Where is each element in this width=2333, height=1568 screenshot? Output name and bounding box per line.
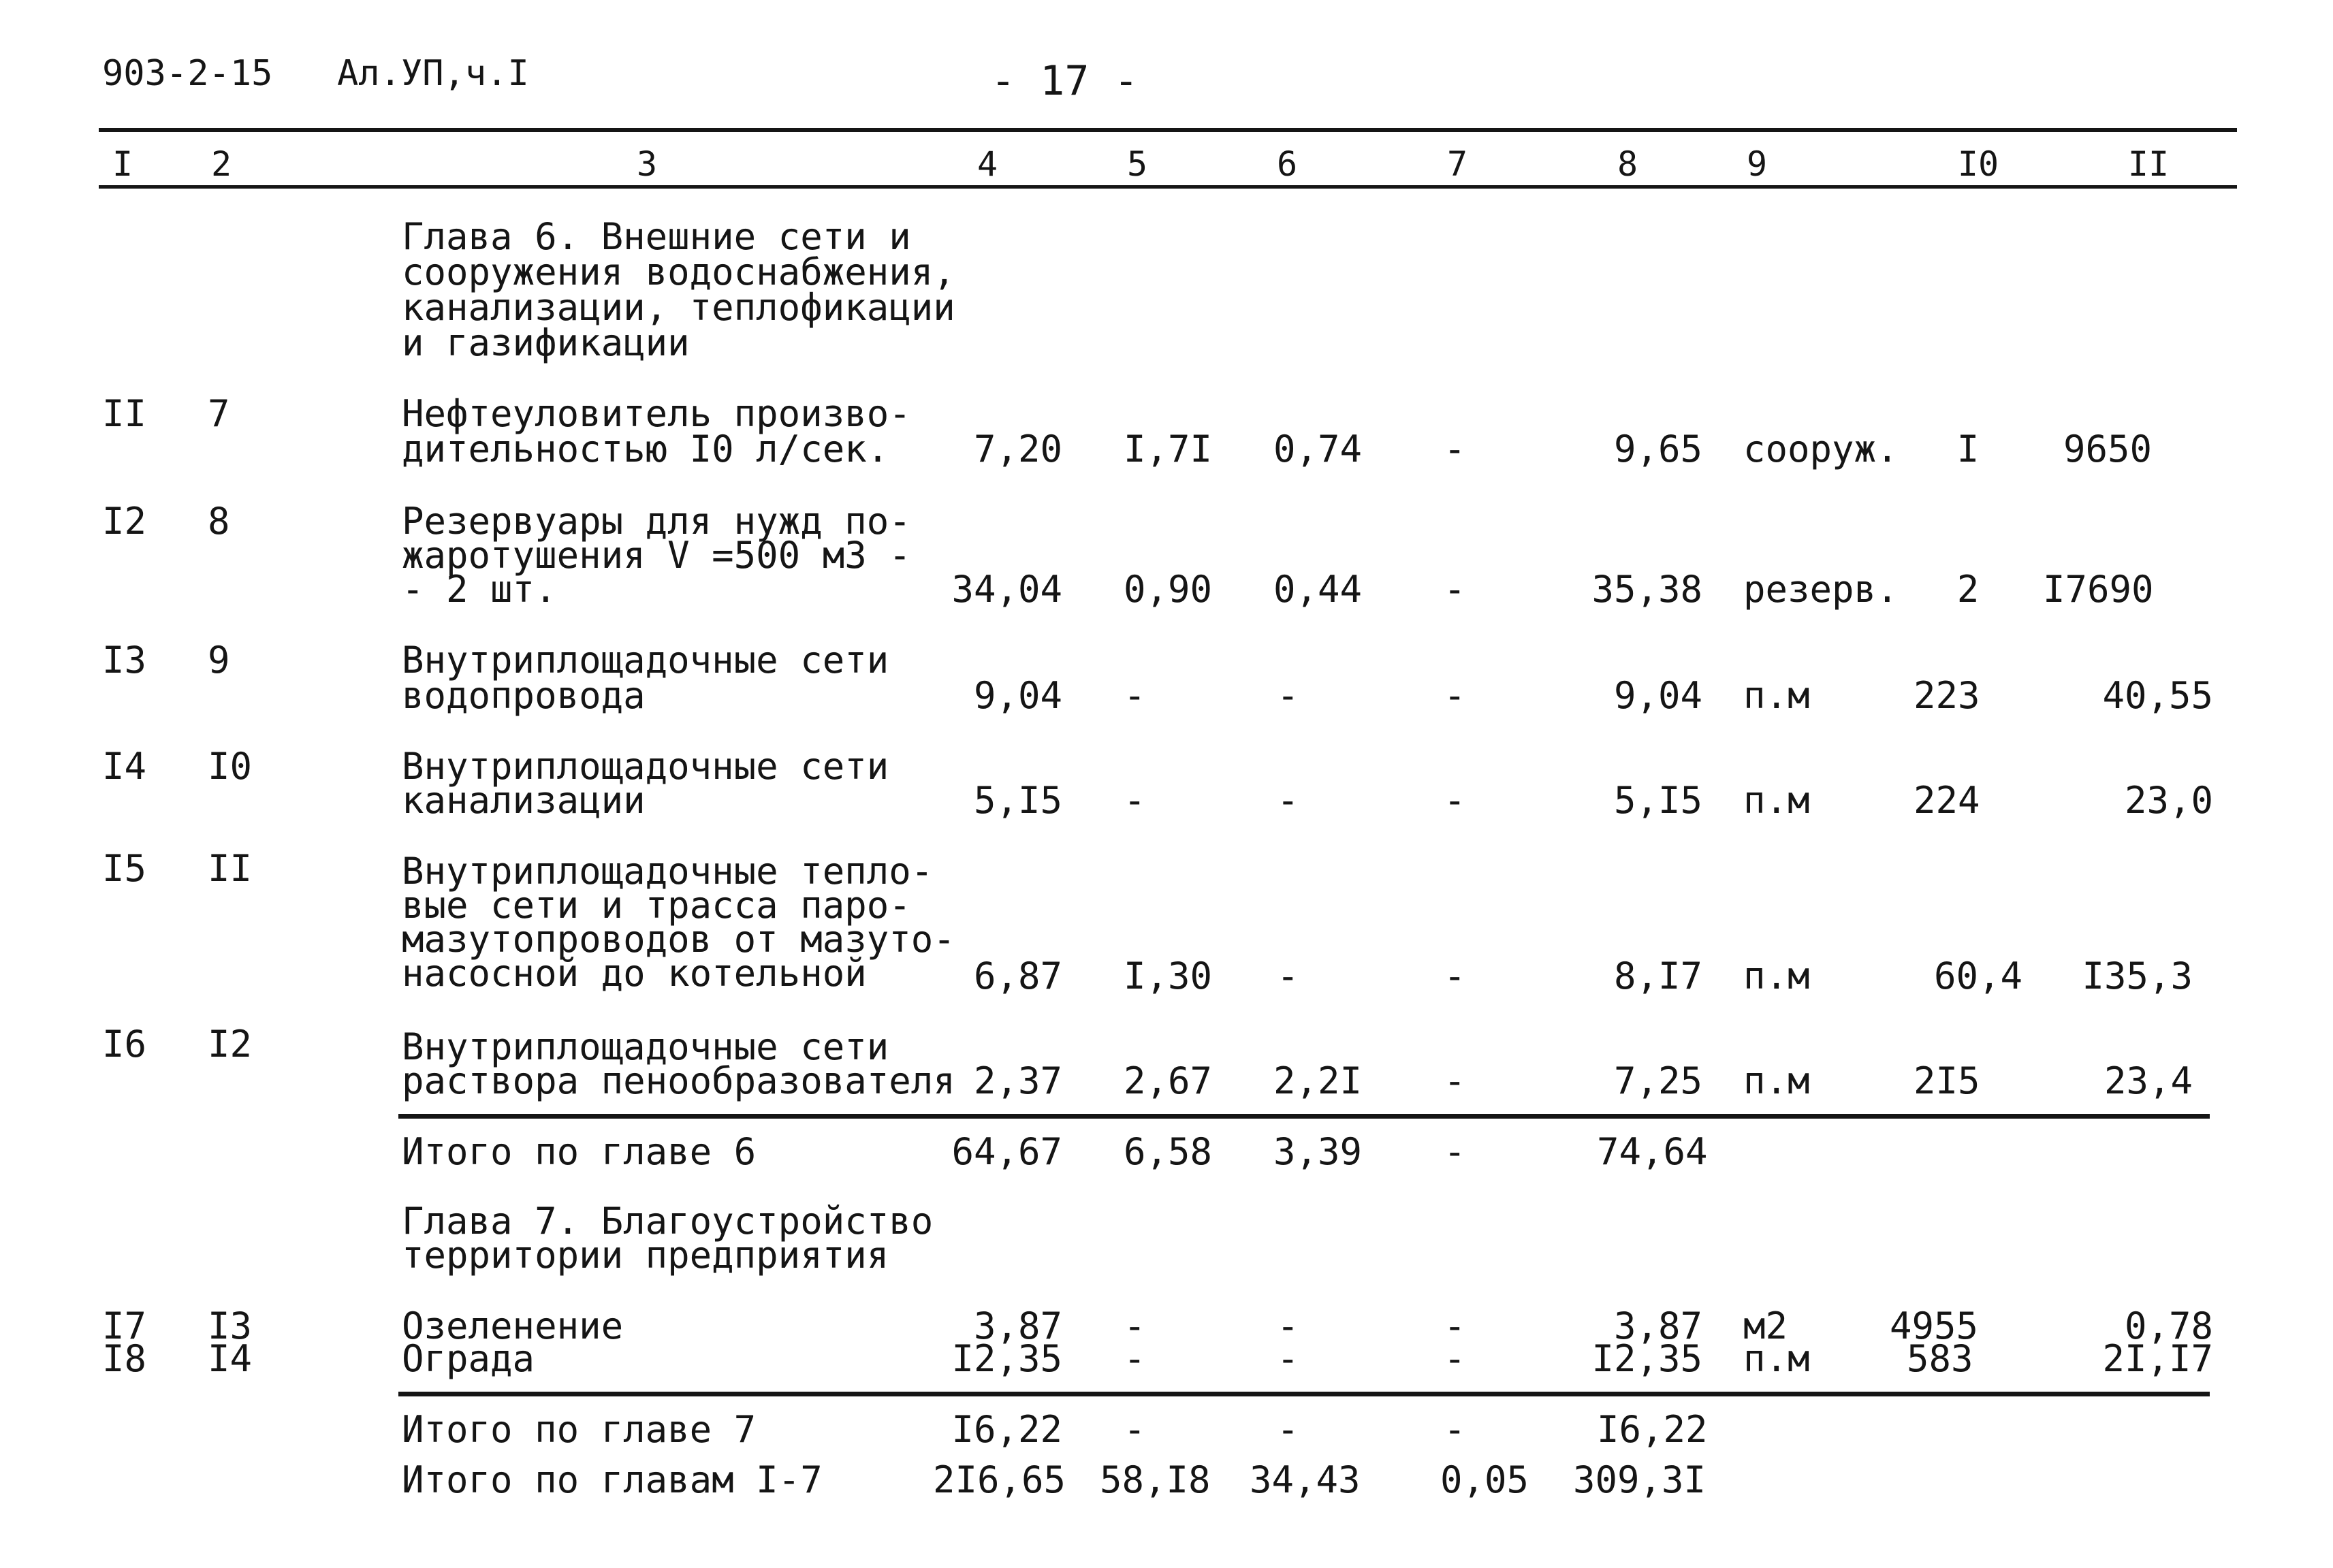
- item-name-line: канализации: [402, 779, 646, 822]
- row-number: II: [102, 392, 147, 435]
- row-subnumber: I4: [208, 1337, 253, 1380]
- item-name-line: Ограда: [402, 1337, 535, 1380]
- col6-value: -: [1277, 1408, 1299, 1451]
- col6-value: -: [1277, 674, 1299, 717]
- column-number: 4: [977, 144, 998, 184]
- quantity: 223: [1914, 674, 1980, 717]
- column-header-bottom-rule: [99, 185, 2237, 189]
- col6-value: 0,44: [1273, 568, 1363, 611]
- col5-value: -: [1124, 1408, 1146, 1451]
- col7-value: -: [1444, 1130, 1466, 1173]
- column-number: 8: [1617, 144, 1638, 184]
- col7-value: -: [1444, 779, 1466, 822]
- col8-value: 8,I7: [1613, 955, 1702, 997]
- item-name-line: насосной до котельной: [402, 952, 867, 995]
- item-name-line: жаротушения V =500 м3 -: [402, 534, 911, 577]
- col11-value: I7690: [2043, 568, 2154, 611]
- col11-value: 23,0: [2124, 779, 2213, 822]
- col8-value: 5,I5: [1613, 779, 1702, 822]
- col8-value: 74,64: [1597, 1130, 1708, 1173]
- table-top-rule: [99, 128, 2237, 132]
- column-number: 2: [210, 144, 232, 184]
- item-name-line: водопровода: [402, 674, 646, 717]
- column-number: I0: [1957, 144, 1999, 184]
- col6-value: -: [1277, 779, 1299, 822]
- column-number: I: [112, 144, 133, 184]
- total-label: Итого по главам I-7: [402, 1458, 823, 1501]
- col6-value: 34,43: [1250, 1458, 1361, 1501]
- col5-value: I,7I: [1124, 428, 1213, 470]
- col8-value: 9,04: [1613, 674, 1702, 717]
- unit: резерв.: [1743, 568, 1899, 611]
- col4-value: 2,37: [973, 1059, 1062, 1102]
- col8-value: I2,35: [1591, 1337, 1702, 1380]
- row-number: I2: [102, 500, 147, 543]
- col4-value: 3,87: [973, 1305, 1062, 1347]
- album-reference: Ал.УП,ч.I: [337, 53, 529, 94]
- col7-value: 0,05: [1440, 1458, 1529, 1501]
- col6-value: 2,2I: [1273, 1059, 1363, 1102]
- column-number: 9: [1746, 144, 1768, 184]
- row-subnumber: I3: [208, 1305, 253, 1347]
- col5-value: -: [1124, 674, 1146, 717]
- row-subnumber: II: [208, 847, 253, 890]
- item-name-line: мазутопроводов от мазуто-: [402, 918, 955, 961]
- row-number: I4: [102, 745, 147, 788]
- col4-value: 9,04: [973, 674, 1062, 717]
- row-number: I3: [102, 639, 147, 682]
- unit: п.м: [1743, 779, 1810, 822]
- quantity: 583: [1907, 1337, 1973, 1380]
- col5-value: I,30: [1124, 955, 1213, 997]
- col11-value: I35,3: [2082, 955, 2193, 997]
- quantity: 224: [1914, 779, 1980, 822]
- col4-value: I2,35: [951, 1337, 1062, 1380]
- row-subnumber: 7: [208, 392, 230, 435]
- col7-value: -: [1444, 674, 1466, 717]
- col4-value: 5,I5: [973, 779, 1062, 822]
- col7-value: -: [1444, 1337, 1466, 1380]
- row-subnumber: I2: [208, 1023, 253, 1066]
- chapter7-total-rule: [398, 1392, 2210, 1396]
- col6-value: 0,74: [1273, 428, 1363, 470]
- unit: п.м: [1743, 1337, 1810, 1380]
- col5-value: -: [1124, 779, 1146, 822]
- row-subnumber: I0: [208, 745, 253, 788]
- item-name-line: Резервуары для нужд по-: [402, 500, 911, 543]
- col6-value: 3,39: [1273, 1130, 1363, 1173]
- col5-value: 0,90: [1124, 568, 1213, 611]
- item-name-line: раствора пенообразователя: [402, 1059, 955, 1102]
- quantity: 60,4: [1934, 955, 2023, 997]
- col7-value: -: [1444, 1305, 1466, 1347]
- quantity: 2I5: [1914, 1059, 1980, 1102]
- item-name-line: - 2 шт.: [402, 568, 557, 611]
- total-label: Итого по главе 7: [402, 1408, 757, 1451]
- col8-value: 3,87: [1613, 1305, 1702, 1347]
- col11-value: 40,55: [2102, 674, 2213, 717]
- total-label: Итого по главе 6: [402, 1130, 757, 1173]
- col8-value: I6,22: [1597, 1408, 1708, 1451]
- col5-value: -: [1124, 1337, 1146, 1380]
- col7-value: -: [1444, 955, 1466, 997]
- column-number: 5: [1126, 144, 1148, 184]
- row-number: I6: [102, 1023, 147, 1066]
- quantity: I: [1956, 428, 1980, 470]
- chapter-title-line: и газификации: [402, 321, 690, 364]
- row-number: I8: [102, 1337, 147, 1380]
- col8-value: 7,25: [1613, 1059, 1702, 1102]
- col4-value: 7,20: [973, 428, 1062, 470]
- col4-value: 6,87: [973, 955, 1062, 997]
- item-name-line: Внутриплощадочные сети: [402, 745, 889, 788]
- chapter6-total-rule: [398, 1114, 2210, 1119]
- column-number: 3: [636, 144, 658, 184]
- unit: п.м: [1743, 1059, 1810, 1102]
- col6-value: -: [1277, 955, 1299, 997]
- item-name-line: Нефтеуловитель произво-: [402, 392, 911, 435]
- column-number: 6: [1276, 144, 1298, 184]
- chapter-title-line: территории предприятия: [402, 1234, 889, 1277]
- col7-value: -: [1444, 568, 1466, 611]
- col5-value: -: [1124, 1305, 1146, 1347]
- col7-value: -: [1444, 1408, 1466, 1451]
- col11-value: 9650: [2063, 428, 2153, 470]
- unit: сооруж.: [1743, 428, 1899, 470]
- col4-value: I6,22: [951, 1408, 1062, 1451]
- col11-value: 23,4: [2104, 1059, 2193, 1102]
- unit: п.м: [1743, 674, 1810, 717]
- item-name-line: вые сети и трасса паро-: [402, 884, 911, 927]
- item-name-line: дительностью I0 л/сек.: [402, 428, 889, 470]
- col8-value: 35,38: [1591, 568, 1702, 611]
- col4-value: 64,67: [951, 1130, 1062, 1173]
- col6-value: -: [1277, 1305, 1299, 1347]
- row-number: I5: [102, 847, 147, 890]
- col7-value: -: [1444, 428, 1466, 470]
- item-name-line: Озеленение: [402, 1305, 624, 1347]
- row-number: I7: [102, 1305, 147, 1347]
- col11-value: 2I,I7: [2102, 1337, 2213, 1380]
- chapter-title-line: сооружения водоснабжения,: [402, 251, 955, 293]
- unit: п.м: [1743, 955, 1810, 997]
- col8-value: 9,65: [1613, 428, 1702, 470]
- row-subnumber: 9: [208, 639, 230, 682]
- item-name-line: Внутриплощадочные тепло-: [402, 850, 934, 893]
- col5-value: 2,67: [1124, 1059, 1213, 1102]
- column-number: II: [2127, 144, 2170, 184]
- col5-value: 6,58: [1124, 1130, 1213, 1173]
- col5-value: 58,I8: [1100, 1458, 1211, 1501]
- chapter-title-line: Глава 7. Благоустройство: [402, 1200, 934, 1243]
- col4-value: 34,04: [951, 568, 1062, 611]
- row-subnumber: 8: [208, 500, 230, 543]
- col11-value: 0,78: [2124, 1305, 2213, 1347]
- document-code: 903-2-15: [102, 53, 273, 94]
- item-name-line: Внутриплощадочные сети: [402, 1025, 889, 1068]
- quantity: 2: [1956, 568, 1980, 611]
- chapter-title-line: Глава 6. Внешние сети и: [402, 215, 911, 258]
- col6-value: -: [1277, 1337, 1299, 1380]
- column-number: 7: [1446, 144, 1468, 184]
- col4-value: 2I6,65: [933, 1458, 1066, 1501]
- col8-value: 309,3I: [1573, 1458, 1707, 1501]
- unit: м2: [1743, 1305, 1788, 1347]
- item-name-line: Внутриплощадочные сети: [402, 639, 889, 682]
- col7-value: -: [1444, 1059, 1466, 1102]
- chapter-title-line: канализации, теплофикации: [402, 286, 955, 329]
- page-number: - 17 -: [991, 57, 1139, 105]
- quantity: 4955: [1890, 1305, 1979, 1347]
